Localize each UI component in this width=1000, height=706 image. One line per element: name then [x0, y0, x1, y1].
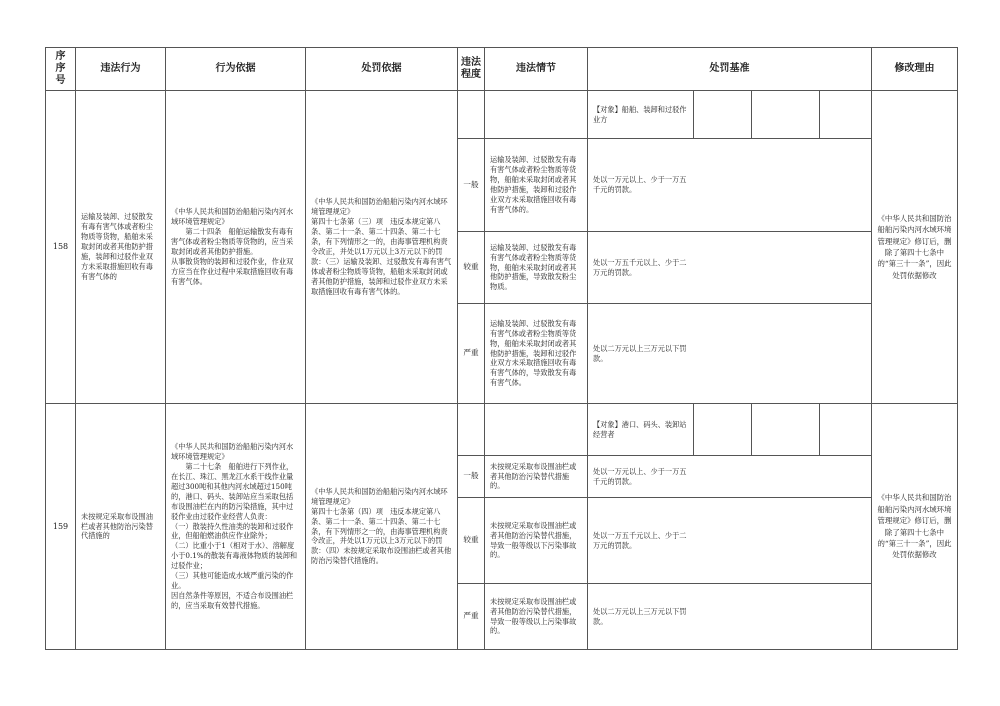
header-degree: 违法程度 — [458, 48, 485, 91]
header-behavior: 违法行为 — [76, 48, 166, 91]
standard-text: 处以二万元以上三万元以下罚款。 — [593, 343, 687, 363]
header-standard: 处罚基准 — [588, 48, 872, 91]
header-basis: 行为依据 — [166, 48, 306, 91]
degree-cell: 严重 — [458, 304, 485, 404]
circumstance-cell: 未按规定采取布设围油栏或者其他防治污染替代措施的。 — [485, 456, 588, 498]
degree-cell-empty — [458, 404, 485, 456]
empty-cell — [820, 404, 872, 456]
standard-text: 处以二万元以上三万元以下罚款。 — [593, 606, 687, 626]
standard-cell — [588, 498, 872, 584]
standard-text: 处以一万五千元以上、少于二万元的罚款。 — [593, 257, 687, 277]
degree-cell: 较重 — [458, 232, 485, 304]
behavior-cell: 运输及装卸、过驳散发有毒有害气体或者粉尘物质等货物，船舶未采取封闭或者其他防护措施，装卸和过驳作业双方未采取措施回收有毒有害气体的 — [76, 91, 166, 404]
empty-cell — [752, 91, 820, 139]
standard-cell — [588, 584, 872, 650]
header-reason: 修改理由 — [872, 48, 958, 91]
degree-cell: 一般 — [458, 139, 485, 232]
circumstance-cell: 运输及装卸、过驳散发有毒有害气体或者粉尘物质等货物，船舶未采取封闭或者其他防护措施，装卸和过驳作业双方未采取措施回收有毒有害气体的。 — [485, 139, 588, 232]
empty-cell — [752, 404, 820, 456]
standard-cell — [588, 304, 872, 404]
circumstance-cell: 运输及装卸、过驳散发有毒有害气体或者粉尘物质等货物，船舶未采取封闭或者其他防护措施，导致散发粉尘物质。 — [485, 232, 588, 304]
penalty-standard-table — [45, 47, 958, 650]
table-row — [46, 404, 958, 456]
standard-text: 处以一万五千元以上、少于二万元的罚款。 — [593, 530, 687, 550]
basis-cell: 《中华人民共和国防治船舶污染内河水域环境管理规定》 第二十四条 船舶运输散发有毒有害气体或者粉尘物质等货物的，应当采取封闭或者其他防护措施。 从事散货物的装卸和过驳作业，作业双方应当在作业过程中采取措施回收有毒有害气体。 — [166, 91, 306, 404]
standard-cell — [588, 139, 872, 232]
header-seq: 序序号 — [46, 48, 76, 91]
header-penalty-basis: 处罚依据 — [306, 48, 458, 91]
header-circumstance: 违法情节 — [485, 48, 588, 91]
degree-cell: 一般 — [458, 456, 485, 498]
penalty-basis-cell: 《中华人民共和国防治船舶污染内河水域环境管理规定》 第四十七条第（四）项 违反本规定第八条、第二十一条、第二十四条、第二十七条，有下列情形之一的，由海事管理机构责令改正，并处以1万元以上3万元以下的罚款：（四）未按规定采取布设围油栏或者其他防治污染替代措施的。 — [306, 404, 458, 650]
degree-cell-empty — [458, 91, 485, 139]
seq-cell: 158 — [46, 91, 76, 404]
degree-cell: 较重 — [458, 498, 485, 584]
standard-text: 处以一万元以上、少于一万五千元的罚款。 — [593, 175, 687, 194]
empty-cell — [820, 91, 872, 139]
standard-text: 处以一万元以上、少于一万五千元的罚款。 — [593, 466, 687, 486]
object-cell: 【对象】港口、码头、装卸站经营者 — [588, 404, 694, 456]
reason-cell: 《中华人民共和国防治船舶污染内河水域环境管理规定》修订后，删除了第四十七条中的“第三十一条”，因此处罚依据修改 — [872, 404, 958, 650]
circumstance-cell-empty — [485, 91, 588, 139]
seq-cell: 159 — [46, 404, 76, 650]
reason-cell: 《中华人民共和国防治船舶污染内河水域环境管理规定》修订后，删除了第四十七条中的“第三十一条”，因此处罚依据修改 — [872, 91, 958, 404]
empty-cell — [694, 91, 752, 139]
circumstance-cell: 运输及装卸、过驳散发有毒有害气体或者粉尘物质等货物，船舶未采取封闭或者其他防护措施，装卸和过驳作业双方未采取措施回收有毒有害气体的，导致散发有毒有害气体。 — [485, 304, 588, 404]
standard-cell — [588, 456, 872, 498]
degree-cell: 严重 — [458, 584, 485, 650]
object-cell: 【对象】船舶、装卸和过驳作业方 — [588, 91, 694, 139]
circumstance-cell: 未按规定采取布设围油栏或者其他防治污染替代措施，导致一般等级以上污染事故的。 — [485, 584, 588, 650]
standard-cell — [588, 232, 872, 304]
behavior-cell: 未按规定采取布设围油栏或者其他防治污染替代措施的 — [76, 404, 166, 650]
circumstance-cell-empty — [485, 404, 588, 456]
penalty-basis-cell: 《中华人民共和国防治船舶污染内河水域环境管理规定》 第四十七条第（三）项 违反本规定第八条、第二十一条、第二十四条、第二十七条，有下列情形之一的，由海事管理机构责令改正，并处以1万元以上3万元以下的罚款：（三）运输及装卸、过驳散发有毒有害气体或者粉尘物质等货物，船舶未采取封闭或者其他防护措施，装卸和过驳作业双方未采取措施回收有毒有害气体的。 — [306, 91, 458, 404]
circumstance-cell: 未按规定采取布设围油栏或者其他防治污染替代措施，导致一般等级以下污染事故的。 — [485, 498, 588, 584]
basis-cell: 《中华人民共和国防治船舶污染内河水域环境管理规定》 第二十七条 船舶进行下列作业，在长江、珠江、黑龙江水系干线作业量超过300吨和其他内河水域超过150吨的，港口、码头、装卸站应当采取包括布设围油栏在内的防污染措施，其中过驳作业由过驳作业经营人负责： （一）散装持久性油类的装卸和过驳作业，但船舶燃油供应作业除外； （二）比重小于1（相对于水）、溶解度小于0.1%的散装有毒液体物质的装卸和过驳作业； （三）其他可能造成水域严重污染的作业。 因自然条件等原因，不适合布设围油栏的，应当采取有效替代措施。 — [166, 404, 306, 650]
header-row — [46, 48, 958, 91]
empty-cell — [694, 404, 752, 456]
table-row — [46, 91, 958, 139]
